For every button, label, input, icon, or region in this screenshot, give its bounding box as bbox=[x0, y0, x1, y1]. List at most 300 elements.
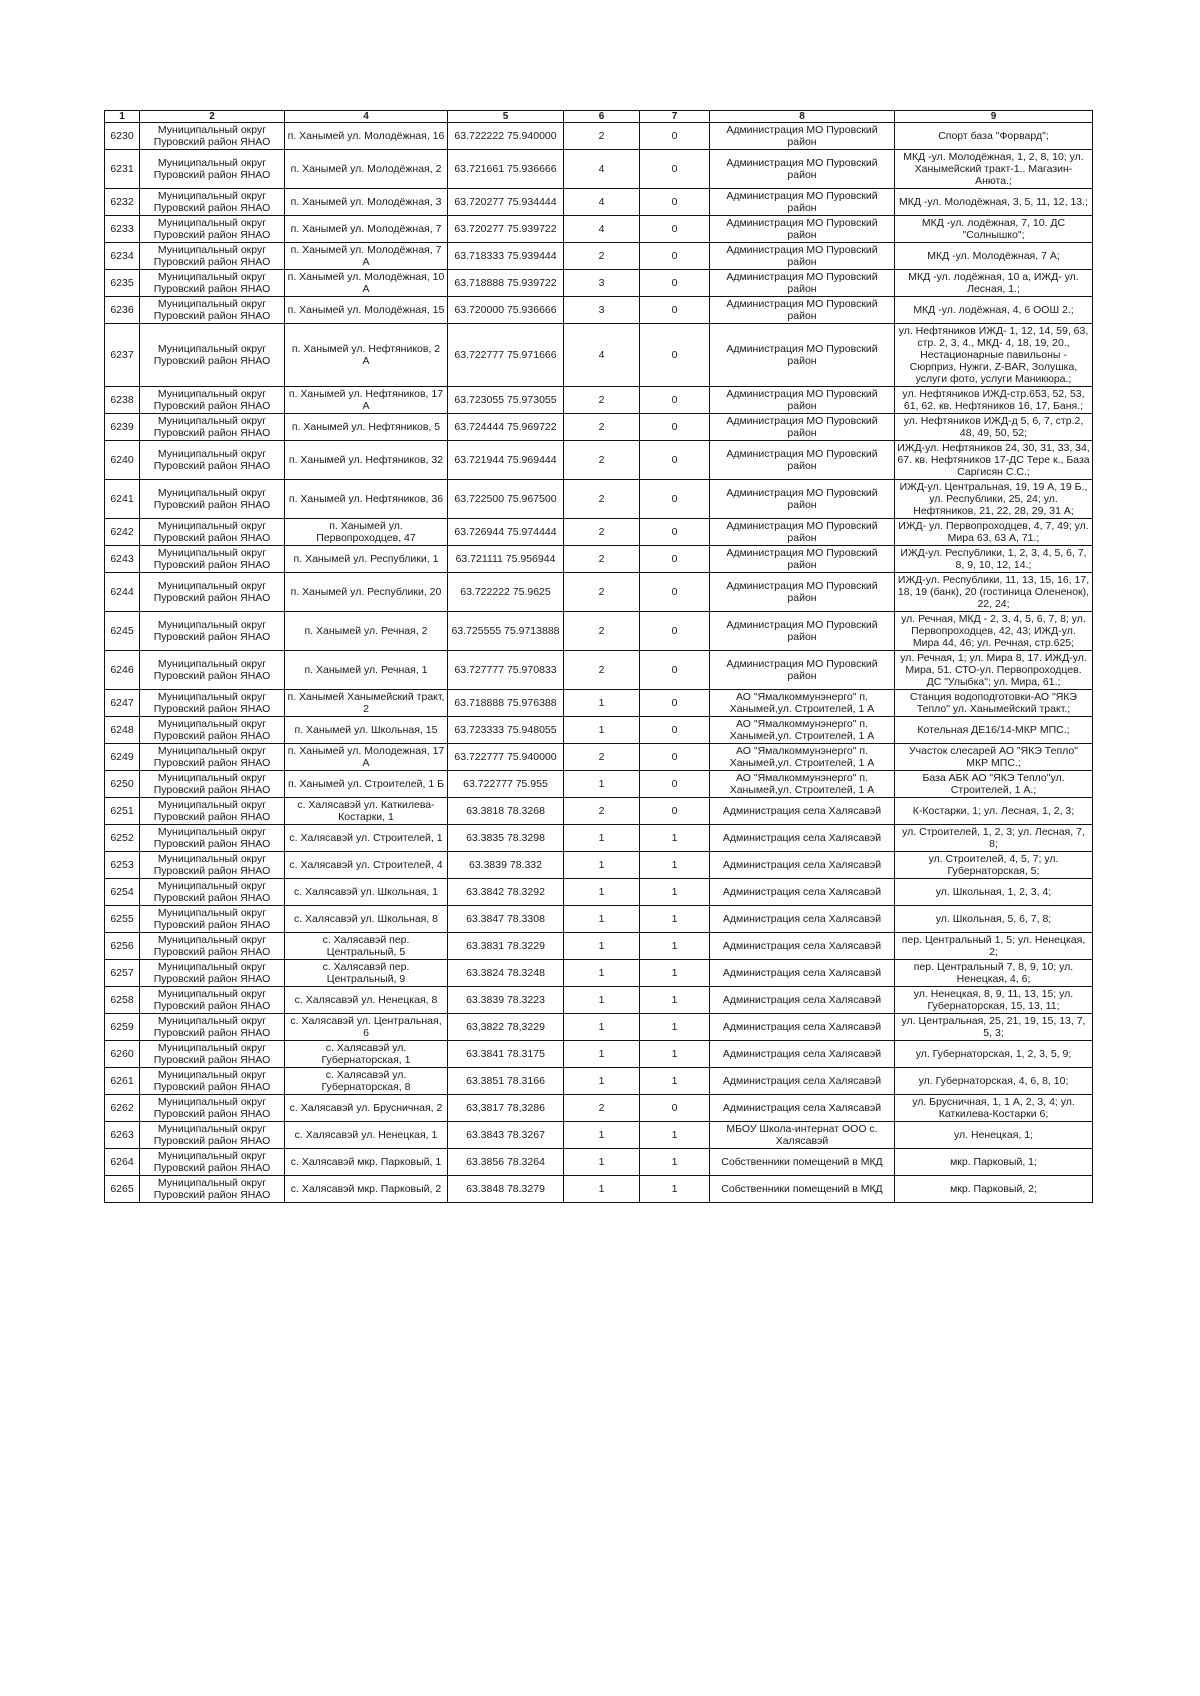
coordinates-cell: 63.726944 75.974444 bbox=[448, 519, 564, 546]
count-cell: 1 bbox=[564, 690, 640, 717]
coordinates-cell: 63.3818 78.3268 bbox=[448, 798, 564, 825]
served-objects-cell: Станция водоподготовки-АО "ЯКЭ Тепло" ул. Ханымейский тракт.; bbox=[895, 690, 1093, 717]
district-cell: Муниципальный округ Пуровский район ЯНАО bbox=[140, 387, 285, 414]
district-cell: Муниципальный округ Пуровский район ЯНАО bbox=[140, 1041, 285, 1068]
column-header: 1 bbox=[105, 111, 140, 123]
flag-cell: 1 bbox=[640, 879, 710, 906]
table-row bbox=[105, 189, 1093, 216]
count-cell: 2 bbox=[564, 519, 640, 546]
served-objects-cell: ул. Ненецкая, 1; bbox=[895, 1122, 1093, 1149]
served-objects-cell: ул. Нефтяников ИЖД-стр.653, 52, 53, 61, 62. кв. Нефтяников 16, 17, Баня.; bbox=[895, 387, 1093, 414]
count-cell: 2 bbox=[564, 744, 640, 771]
owner-cell: Администрация МО Пуровский район bbox=[710, 243, 895, 270]
flag-cell: 1 bbox=[640, 1176, 710, 1203]
address-cell: с. Халясавэй ул. Губернаторская, 8 bbox=[285, 1068, 448, 1095]
column-header: 4 bbox=[285, 111, 448, 123]
table-row bbox=[105, 717, 1093, 744]
district-cell: Муниципальный округ Пуровский район ЯНАО bbox=[140, 1122, 285, 1149]
district-cell: Муниципальный округ Пуровский район ЯНАО bbox=[140, 825, 285, 852]
count-cell: 2 bbox=[564, 1095, 640, 1122]
district-cell: Муниципальный округ Пуровский район ЯНАО bbox=[140, 690, 285, 717]
table-row bbox=[105, 651, 1093, 690]
address-cell: п. Ханымей ул. Молодёжная, 16 bbox=[285, 123, 448, 150]
served-objects-cell: ул. Губернаторская, 4, 6, 8, 10; bbox=[895, 1068, 1093, 1095]
column-header: 6 bbox=[564, 111, 640, 123]
table-row bbox=[105, 441, 1093, 480]
count-cell: 1 bbox=[564, 1041, 640, 1068]
coordinates-cell: 63.3842 78.3292 bbox=[448, 879, 564, 906]
coordinates-cell: 63.3839 78.3223 bbox=[448, 987, 564, 1014]
count-cell: 2 bbox=[564, 612, 640, 651]
coordinates-cell: 63.722777 75.955 bbox=[448, 771, 564, 798]
owner-cell: Администрация села Халясавэй bbox=[710, 960, 895, 987]
table-row bbox=[105, 690, 1093, 717]
address-cell: с. Халясавэй ул. Школьная, 1 bbox=[285, 879, 448, 906]
table-row bbox=[105, 270, 1093, 297]
district-cell: Муниципальный округ Пуровский район ЯНАО bbox=[140, 771, 285, 798]
flag-cell: 0 bbox=[640, 150, 710, 189]
owner-cell: Администрация села Халясавэй bbox=[710, 825, 895, 852]
table-row bbox=[105, 546, 1093, 573]
district-cell: Муниципальный округ Пуровский район ЯНАО bbox=[140, 1014, 285, 1041]
table-row bbox=[105, 150, 1093, 189]
flag-cell: 0 bbox=[640, 270, 710, 297]
district-cell: Муниципальный округ Пуровский район ЯНАО bbox=[140, 1149, 285, 1176]
table-row bbox=[105, 1122, 1093, 1149]
count-cell: 2 bbox=[564, 798, 640, 825]
table-row bbox=[105, 879, 1093, 906]
district-cell: Муниципальный округ Пуровский район ЯНАО bbox=[140, 744, 285, 771]
count-cell: 4 bbox=[564, 216, 640, 243]
served-objects-cell: МКД -ул. Молодёжная, 3, 5, 11, 12, 13.; bbox=[895, 189, 1093, 216]
owner-cell: АО "Ямалкоммунэнерго" п. Ханымей,ул. Строителей, 1 А bbox=[710, 771, 895, 798]
row-id-cell: 6246 bbox=[105, 651, 140, 690]
row-id-cell: 6256 bbox=[105, 933, 140, 960]
served-objects-cell: МКД -ул. лодёжная, 7, 10. ДС "Солнышко"; bbox=[895, 216, 1093, 243]
coordinates-cell: 63.3831 78.3229 bbox=[448, 933, 564, 960]
count-cell: 1 bbox=[564, 771, 640, 798]
owner-cell: Администрация МО Пуровский район bbox=[710, 414, 895, 441]
column-header: 9 bbox=[895, 111, 1093, 123]
address-cell: п. Ханымей Ханымейский тракт, 2 bbox=[285, 690, 448, 717]
table-row bbox=[105, 1014, 1093, 1041]
flag-cell: 1 bbox=[640, 852, 710, 879]
flag-cell: 0 bbox=[640, 441, 710, 480]
address-cell: п. Ханымей ул. Школьная, 15 bbox=[285, 717, 448, 744]
coordinates-cell: 63.718333 75.939444 bbox=[448, 243, 564, 270]
column-header: 7 bbox=[640, 111, 710, 123]
owner-cell: АО "Ямалкоммунэнерго" п. Ханымей,ул. Строителей, 1 А bbox=[710, 717, 895, 744]
district-cell: Муниципальный округ Пуровский район ЯНАО bbox=[140, 906, 285, 933]
coordinates-cell: 63,3817 78,3286 bbox=[448, 1095, 564, 1122]
row-id-cell: 6238 bbox=[105, 387, 140, 414]
address-cell: п. Ханымей ул. Молодёжная, 3 bbox=[285, 189, 448, 216]
table-row bbox=[105, 987, 1093, 1014]
served-objects-cell: пер. Центральный 7, 8, 9, 10; ул. Ненецкая, 4, 6; bbox=[895, 960, 1093, 987]
flag-cell: 0 bbox=[640, 387, 710, 414]
row-id-cell: 6234 bbox=[105, 243, 140, 270]
address-cell: с. Халясавэй ул. Брусничная, 2 bbox=[285, 1095, 448, 1122]
flag-cell: 1 bbox=[640, 825, 710, 852]
row-id-cell: 6251 bbox=[105, 798, 140, 825]
flag-cell: 1 bbox=[640, 1149, 710, 1176]
coordinates-cell: 63.725555 75.9713888 bbox=[448, 612, 564, 651]
served-objects-cell: ул. Брусничная, 1, 1 А, 2, 3, 4; ул. Каткилева-Костарки 6; bbox=[895, 1095, 1093, 1122]
served-objects-cell: МКД -ул. Молодёжная, 7 А; bbox=[895, 243, 1093, 270]
row-id-cell: 6250 bbox=[105, 771, 140, 798]
flag-cell: 0 bbox=[640, 651, 710, 690]
table-row bbox=[105, 414, 1093, 441]
address-cell: с. Халясавэй мкр. Парковый, 2 bbox=[285, 1176, 448, 1203]
owner-cell: Администрация МО Пуровский район bbox=[710, 150, 895, 189]
coordinates-cell: 63.722222 75.940000 bbox=[448, 123, 564, 150]
row-id-cell: 6231 bbox=[105, 150, 140, 189]
count-cell: 1 bbox=[564, 1068, 640, 1095]
owner-cell: Администрация МО Пуровский район bbox=[710, 546, 895, 573]
row-id-cell: 6254 bbox=[105, 879, 140, 906]
coordinates-cell: 63.724444 75.969722 bbox=[448, 414, 564, 441]
owner-cell: Администрация села Халясавэй bbox=[710, 987, 895, 1014]
district-cell: Муниципальный округ Пуровский район ЯНАО bbox=[140, 123, 285, 150]
address-cell: с. Халясавэй ул. Строителей, 1 bbox=[285, 825, 448, 852]
served-objects-cell: Спорт база "Форвард"; bbox=[895, 123, 1093, 150]
served-objects-cell: ул. Нефтяников ИЖД- 1, 12, 14, 59, 63, стр. 2, 3, 4., МКД- 4, 18, 19, 20., Нестационарные павильоны - Сюрприз, Нужги, Z-BAR, Золушка, услуги фото, услуги Маникюра.; bbox=[895, 324, 1093, 387]
served-objects-cell: МКД -ул. лодёжная, 10 а, ИЖД- ул. Лесная, 1.; bbox=[895, 270, 1093, 297]
flag-cell: 1 bbox=[640, 1122, 710, 1149]
served-objects-cell: пер. Центральный 1, 5; ул. Ненецкая, 2; bbox=[895, 933, 1093, 960]
address-cell: п. Ханымей ул. Нефтяников, 32 bbox=[285, 441, 448, 480]
address-cell: с. Халясавэй мкр. Парковый, 1 bbox=[285, 1149, 448, 1176]
served-objects-cell: База АБК АО "ЯКЭ Тепло"ул. Строителей, 1 А.; bbox=[895, 771, 1093, 798]
table-row bbox=[105, 480, 1093, 519]
owner-cell: Администрация села Халясавэй bbox=[710, 1041, 895, 1068]
coordinates-cell: 63.3839 78.332 bbox=[448, 852, 564, 879]
coordinates-cell: 63.3847 78.3308 bbox=[448, 906, 564, 933]
coordinates-cell: 63.721944 75.969444 bbox=[448, 441, 564, 480]
served-objects-cell: ул. Школьная, 5, 6, 7, 8; bbox=[895, 906, 1093, 933]
owner-cell: МБОУ Школа-интернат ООО с. Халясавэй bbox=[710, 1122, 895, 1149]
table-row bbox=[105, 906, 1093, 933]
row-id-cell: 6252 bbox=[105, 825, 140, 852]
coordinates-cell: 63.720277 75.939722 bbox=[448, 216, 564, 243]
flag-cell: 1 bbox=[640, 933, 710, 960]
coordinates-cell: 63.3856 78.3264 bbox=[448, 1149, 564, 1176]
column-header: 5 bbox=[448, 111, 564, 123]
table-row bbox=[105, 825, 1093, 852]
flag-cell: 0 bbox=[640, 771, 710, 798]
coordinates-cell: 63.721111 75.956944 bbox=[448, 546, 564, 573]
row-id-cell: 6261 bbox=[105, 1068, 140, 1095]
row-id-cell: 6241 bbox=[105, 480, 140, 519]
row-id-cell: 6244 bbox=[105, 573, 140, 612]
coordinates-cell: 63.720277 75.934444 bbox=[448, 189, 564, 216]
table-row bbox=[105, 852, 1093, 879]
coordinates-cell: 63.727777 75.970833 bbox=[448, 651, 564, 690]
owner-cell: Собственники помещений в МКД bbox=[710, 1176, 895, 1203]
address-cell: п. Ханымей ул. Речная, 1 bbox=[285, 651, 448, 690]
district-cell: Муниципальный округ Пуровский район ЯНАО bbox=[140, 717, 285, 744]
flag-cell: 0 bbox=[640, 1095, 710, 1122]
served-objects-cell: ул. Речная, 1; ул. Мира 8, 17. ИЖД-ул. Мира, 51. СТО-ул. Первопроходцев. ДС "Улыбка"; ул. Мира, 61.; bbox=[895, 651, 1093, 690]
served-objects-cell: ул. Речная, МКД - 2, 3, 4, 5, 6, 7, 8; ул. Первопроходцев, 42, 43; ИЖД-ул. Мира 44, 46; ул. Речная, стр.625; bbox=[895, 612, 1093, 651]
address-cell: с. Халясавэй пер. Центральный, 9 bbox=[285, 960, 448, 987]
flag-cell: 0 bbox=[640, 717, 710, 744]
owner-cell: Администрация МО Пуровский район bbox=[710, 612, 895, 651]
flag-cell: 0 bbox=[640, 519, 710, 546]
flag-cell: 0 bbox=[640, 189, 710, 216]
flag-cell: 0 bbox=[640, 612, 710, 651]
count-cell: 1 bbox=[564, 879, 640, 906]
address-cell: п. Ханымей ул. Первопроходцев, 47 bbox=[285, 519, 448, 546]
coordinates-cell: 63.3835 78.3298 bbox=[448, 825, 564, 852]
row-id-cell: 6243 bbox=[105, 546, 140, 573]
flag-cell: 0 bbox=[640, 480, 710, 519]
count-cell: 1 bbox=[564, 1176, 640, 1203]
served-objects-cell: мкр. Парковый, 1; bbox=[895, 1149, 1093, 1176]
header-row bbox=[105, 111, 1093, 123]
coordinates-cell: 63.718888 75.939722 bbox=[448, 270, 564, 297]
address-cell: п. Ханымей ул. Нефтяников, 36 bbox=[285, 480, 448, 519]
owner-cell: Администрация МО Пуровский район bbox=[710, 189, 895, 216]
table-row bbox=[105, 519, 1093, 546]
district-cell: Муниципальный округ Пуровский район ЯНАО bbox=[140, 519, 285, 546]
table-row bbox=[105, 771, 1093, 798]
address-cell: п. Ханымей ул. Речная, 2 bbox=[285, 612, 448, 651]
flag-cell: 0 bbox=[640, 690, 710, 717]
coordinates-cell: 63,3822 78,3229 bbox=[448, 1014, 564, 1041]
district-cell: Муниципальный округ Пуровский район ЯНАО bbox=[140, 651, 285, 690]
address-cell: п. Ханымей ул. Республики, 20 bbox=[285, 573, 448, 612]
table-row bbox=[105, 387, 1093, 414]
count-cell: 4 bbox=[564, 189, 640, 216]
table-row bbox=[105, 123, 1093, 150]
row-id-cell: 6237 bbox=[105, 324, 140, 387]
flag-cell: 0 bbox=[640, 324, 710, 387]
district-cell: Муниципальный округ Пуровский район ЯНАО bbox=[140, 546, 285, 573]
row-id-cell: 6249 bbox=[105, 744, 140, 771]
table-row bbox=[105, 744, 1093, 771]
address-cell: с. Халясавэй ул. Школьная, 8 bbox=[285, 906, 448, 933]
district-cell: Муниципальный округ Пуровский район ЯНАО bbox=[140, 216, 285, 243]
flag-cell: 1 bbox=[640, 987, 710, 1014]
address-cell: с. Халясавэй ул. Центральная, 6 bbox=[285, 1014, 448, 1041]
count-cell: 3 bbox=[564, 297, 640, 324]
owner-cell: Администрация МО Пуровский район bbox=[710, 573, 895, 612]
coordinates-cell: 63.722777 75.940000 bbox=[448, 744, 564, 771]
count-cell: 1 bbox=[564, 906, 640, 933]
count-cell: 2 bbox=[564, 414, 640, 441]
district-cell: Муниципальный округ Пуровский район ЯНАО bbox=[140, 612, 285, 651]
district-cell: Муниципальный округ Пуровский район ЯНАО bbox=[140, 1176, 285, 1203]
served-objects-cell: ул. Центральная, 25, 21, 19, 15, 13, 7, 5, 3; bbox=[895, 1014, 1093, 1041]
row-id-cell: 6245 bbox=[105, 612, 140, 651]
count-cell: 2 bbox=[564, 546, 640, 573]
address-cell: с. Халясавэй ул. Ненецкая, 1 bbox=[285, 1122, 448, 1149]
served-objects-cell: ул. Строителей, 4, 5, 7; ул. Губернаторская, 5; bbox=[895, 852, 1093, 879]
served-objects-cell: МКД -ул. Молодёжная, 1, 2, 8, 10; ул. Ханымейский тракт-1.. Магазин-Анюта.; bbox=[895, 150, 1093, 189]
coordinates-cell: 63.722777 75.971666 bbox=[448, 324, 564, 387]
owner-cell: Администрация села Халясавэй bbox=[710, 852, 895, 879]
address-cell: п. Ханымей ул. Молодёжная, 10 А bbox=[285, 270, 448, 297]
district-cell: Муниципальный округ Пуровский район ЯНАО bbox=[140, 189, 285, 216]
count-cell: 2 bbox=[564, 243, 640, 270]
district-cell: Муниципальный округ Пуровский район ЯНАО bbox=[140, 879, 285, 906]
flag-cell: 0 bbox=[640, 744, 710, 771]
column-header: 8 bbox=[710, 111, 895, 123]
count-cell: 1 bbox=[564, 717, 640, 744]
row-id-cell: 6263 bbox=[105, 1122, 140, 1149]
row-id-cell: 6262 bbox=[105, 1095, 140, 1122]
district-cell: Муниципальный округ Пуровский район ЯНАО bbox=[140, 852, 285, 879]
row-id-cell: 6247 bbox=[105, 690, 140, 717]
district-cell: Муниципальный округ Пуровский район ЯНАО bbox=[140, 933, 285, 960]
owner-cell: Администрация села Халясавэй bbox=[710, 798, 895, 825]
count-cell: 1 bbox=[564, 1149, 640, 1176]
table-row bbox=[105, 933, 1093, 960]
table-row bbox=[105, 573, 1093, 612]
owner-cell: Администрация МО Пуровский район bbox=[710, 441, 895, 480]
served-objects-cell: ИЖД-ул. Республики, 1, 2, 3, 4, 5, 6, 7, 8, 9, 10, 12, 14.; bbox=[895, 546, 1093, 573]
table-body bbox=[105, 123, 1093, 1203]
owner-cell: Администрация МО Пуровский район bbox=[710, 216, 895, 243]
served-objects-cell: ИЖД-ул. Нефтяников 24, 30, 31, 33, 34, 67. кв. Нефтяников 17-ДС Тере к., База Саргисян С.С.; bbox=[895, 441, 1093, 480]
column-header: 2 bbox=[140, 111, 285, 123]
address-cell: с. Халясавэй ул. Строителей, 4 bbox=[285, 852, 448, 879]
coordinates-cell: 63.720000 75.936666 bbox=[448, 297, 564, 324]
owner-cell: Администрация МО Пуровский район bbox=[710, 651, 895, 690]
coordinates-cell: 63.723333 75.948055 bbox=[448, 717, 564, 744]
row-id-cell: 6242 bbox=[105, 519, 140, 546]
address-cell: п. Ханымей ул. Нефтяников, 2 А bbox=[285, 324, 448, 387]
owner-cell: Администрация МО Пуровский район bbox=[710, 297, 895, 324]
row-id-cell: 6239 bbox=[105, 414, 140, 441]
served-objects-cell: ул. Нефтяников ИЖД-д 5, 6, 7, стр.2, 48, 49, 50, 52; bbox=[895, 414, 1093, 441]
address-cell: п. Ханымей ул. Молодёжная, 7 А bbox=[285, 243, 448, 270]
row-id-cell: 6259 bbox=[105, 1014, 140, 1041]
flag-cell: 1 bbox=[640, 906, 710, 933]
flag-cell: 1 bbox=[640, 1041, 710, 1068]
coordinates-cell: 63.718888 75.976388 bbox=[448, 690, 564, 717]
table-row bbox=[105, 1068, 1093, 1095]
table-row bbox=[105, 960, 1093, 987]
owner-cell: Администрация МО Пуровский район bbox=[710, 519, 895, 546]
flag-cell: 0 bbox=[640, 798, 710, 825]
flag-cell: 1 bbox=[640, 960, 710, 987]
row-id-cell: 6255 bbox=[105, 906, 140, 933]
coordinates-cell: 63.722222 75.9625 bbox=[448, 573, 564, 612]
district-cell: Муниципальный округ Пуровский район ЯНАО bbox=[140, 960, 285, 987]
district-cell: Муниципальный округ Пуровский район ЯНАО bbox=[140, 324, 285, 387]
district-cell: Муниципальный округ Пуровский район ЯНАО bbox=[140, 798, 285, 825]
district-cell: Муниципальный округ Пуровский район ЯНАО bbox=[140, 987, 285, 1014]
row-id-cell: 6264 bbox=[105, 1149, 140, 1176]
data-table bbox=[104, 110, 1093, 1203]
row-id-cell: 6233 bbox=[105, 216, 140, 243]
address-cell: п. Ханымей ул. Республики, 1 bbox=[285, 546, 448, 573]
count-cell: 4 bbox=[564, 324, 640, 387]
count-cell: 1 bbox=[564, 1122, 640, 1149]
owner-cell: Администрация МО Пуровский район bbox=[710, 324, 895, 387]
served-objects-cell: К-Костарки, 1; ул. Лесная, 1, 2, 3; bbox=[895, 798, 1093, 825]
address-cell: п. Ханымей ул. Нефтяников, 17 А bbox=[285, 387, 448, 414]
coordinates-cell: 63.3843 78.3267 bbox=[448, 1122, 564, 1149]
owner-cell: АО "Ямалкоммунэнерго" п. Ханымей,ул. Строителей, 1 А bbox=[710, 744, 895, 771]
district-cell: Муниципальный округ Пуровский район ЯНАО bbox=[140, 1068, 285, 1095]
row-id-cell: 6232 bbox=[105, 189, 140, 216]
count-cell: 2 bbox=[564, 387, 640, 414]
row-id-cell: 6230 bbox=[105, 123, 140, 150]
count-cell: 2 bbox=[564, 480, 640, 519]
row-id-cell: 6257 bbox=[105, 960, 140, 987]
owner-cell: Собственники помещений в МКД bbox=[710, 1149, 895, 1176]
flag-cell: 0 bbox=[640, 297, 710, 324]
table-row bbox=[105, 297, 1093, 324]
owner-cell: Администрация села Халясавэй bbox=[710, 933, 895, 960]
address-cell: с. Халясавэй ул. Ненецкая, 8 bbox=[285, 987, 448, 1014]
owner-cell: Администрация МО Пуровский район bbox=[710, 123, 895, 150]
served-objects-cell: ул. Губернаторская, 1, 2, 3, 5, 9; bbox=[895, 1041, 1093, 1068]
table-row bbox=[105, 1176, 1093, 1203]
flag-cell: 0 bbox=[640, 123, 710, 150]
district-cell: Муниципальный округ Пуровский район ЯНАО bbox=[140, 573, 285, 612]
count-cell: 4 bbox=[564, 150, 640, 189]
coordinates-cell: 63.3824 78.3248 bbox=[448, 960, 564, 987]
served-objects-cell: ИЖД- ул. Первопроходцев, 4, 7, 49; ул. Мира 63, 63 А, 71.; bbox=[895, 519, 1093, 546]
district-cell: Муниципальный округ Пуровский район ЯНАО bbox=[140, 1095, 285, 1122]
row-id-cell: 6258 bbox=[105, 987, 140, 1014]
owner-cell: Администрация села Халясавэй bbox=[710, 879, 895, 906]
served-objects-cell: мкр. Парковый, 2; bbox=[895, 1176, 1093, 1203]
coordinates-cell: 63.723055 75.973055 bbox=[448, 387, 564, 414]
served-objects-cell: ИЖД-ул. Центральная, 19, 19 А, 19 Б., ул. Республики, 25, 24; ул. Нефтяников, 21, 22, 28, 29, 31 А; bbox=[895, 480, 1093, 519]
served-objects-cell: ул. Ненецкая, 8, 9, 11, 13, 15; ул. Губернаторская, 15, 13, 11; bbox=[895, 987, 1093, 1014]
table-row bbox=[105, 1095, 1093, 1122]
coordinates-cell: 63.3841 78.3175 bbox=[448, 1041, 564, 1068]
table-row bbox=[105, 612, 1093, 651]
owner-cell: Администрация села Халясавэй bbox=[710, 906, 895, 933]
served-objects-cell: МКД -ул. лодёжная, 4, 6 ООШ 2.; bbox=[895, 297, 1093, 324]
owner-cell: Администрация села Халясавэй bbox=[710, 1068, 895, 1095]
count-cell: 2 bbox=[564, 441, 640, 480]
count-cell: 2 bbox=[564, 651, 640, 690]
address-cell: п. Ханымей ул. Молодежная, 17 А bbox=[285, 744, 448, 771]
served-objects-cell: ул. Строителей, 1, 2, 3; ул. Лесная, 7, 8; bbox=[895, 825, 1093, 852]
row-id-cell: 6240 bbox=[105, 441, 140, 480]
count-cell: 1 bbox=[564, 960, 640, 987]
address-cell: с. Халясавэй ул. Каткилева-Костарки, 1 bbox=[285, 798, 448, 825]
table-row bbox=[105, 216, 1093, 243]
owner-cell: Администрация МО Пуровский район bbox=[710, 387, 895, 414]
coordinates-cell: 63.3851 78.3166 bbox=[448, 1068, 564, 1095]
row-id-cell: 6236 bbox=[105, 297, 140, 324]
count-cell: 3 bbox=[564, 270, 640, 297]
district-cell: Муниципальный округ Пуровский район ЯНАО bbox=[140, 441, 285, 480]
count-cell: 1 bbox=[564, 987, 640, 1014]
flag-cell: 0 bbox=[640, 243, 710, 270]
row-id-cell: 6260 bbox=[105, 1041, 140, 1068]
flag-cell: 0 bbox=[640, 216, 710, 243]
address-cell: п. Ханымей ул. Молодёжная, 15 bbox=[285, 297, 448, 324]
count-cell: 1 bbox=[564, 825, 640, 852]
address-cell: п. Ханымей ул. Молодёжная, 7 bbox=[285, 216, 448, 243]
owner-cell: АО "Ямалкоммунэнерго" п. Ханымей,ул. Строителей, 1 А bbox=[710, 690, 895, 717]
district-cell: Муниципальный округ Пуровский район ЯНАО bbox=[140, 297, 285, 324]
flag-cell: 0 bbox=[640, 414, 710, 441]
row-id-cell: 6248 bbox=[105, 717, 140, 744]
owner-cell: Администрация села Халясавэй bbox=[710, 1014, 895, 1041]
coordinates-cell: 63.721661 75.936666 bbox=[448, 150, 564, 189]
served-objects-cell: Котельная ДЕ16/14-МКР МПС.; bbox=[895, 717, 1093, 744]
